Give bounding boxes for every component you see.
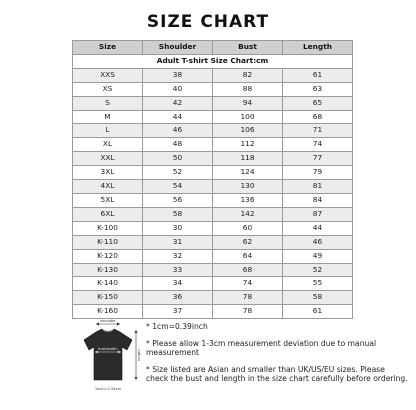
cell-bust: 100 <box>213 110 283 124</box>
cell-shoulder: 44 <box>143 110 213 124</box>
cell-size: 6XL <box>73 207 143 221</box>
cell-bust: 142 <box>213 207 283 221</box>
cell-size: XL <box>73 138 143 152</box>
table-row <box>73 68 353 82</box>
table-row <box>73 221 353 235</box>
cell-bust: 124 <box>213 166 283 180</box>
table-row <box>73 124 353 138</box>
cell-length: 61 <box>283 305 353 319</box>
table-row <box>73 291 353 305</box>
length-measure <box>135 330 142 380</box>
header-shoulder: Shoulder <box>143 41 213 55</box>
tshirt-icon <box>84 329 132 380</box>
cell-length: 68 <box>283 110 353 124</box>
cell-bust: 136 <box>213 193 283 207</box>
cell-size: K-140 <box>73 277 143 291</box>
cell-length: 81 <box>283 180 353 194</box>
cell-size: K-130 <box>73 263 143 277</box>
table-header-row <box>73 41 353 55</box>
cell-size: 3XL <box>73 166 143 180</box>
cell-size: K-150 <box>73 291 143 305</box>
table-caption-row <box>73 54 353 68</box>
cell-shoulder: 38 <box>143 68 213 82</box>
cell-length: 61 <box>283 68 353 82</box>
cell-shoulder: 40 <box>143 82 213 96</box>
cell-shoulder: 34 <box>143 277 213 291</box>
table-row <box>73 263 353 277</box>
cell-bust: 62 <box>213 235 283 249</box>
table-row <box>73 180 353 194</box>
header-length: Length <box>283 41 353 55</box>
cell-shoulder: 54 <box>143 180 213 194</box>
table-row <box>73 305 353 319</box>
table-row <box>73 96 353 110</box>
length-label: length <box>137 349 141 361</box>
cell-bust: 64 <box>213 249 283 263</box>
cell-length: 77 <box>283 152 353 166</box>
table-row <box>73 277 353 291</box>
table-row <box>73 166 353 180</box>
cell-length: 46 <box>283 235 353 249</box>
cell-shoulder: 50 <box>143 152 213 166</box>
cell-shoulder: 58 <box>143 207 213 221</box>
tshirt-measurement-diagram <box>72 318 144 402</box>
header-bust: Bust <box>213 41 283 55</box>
table-row <box>73 235 353 249</box>
cell-bust: 74 <box>213 277 283 291</box>
cell-length: 65 <box>283 96 353 110</box>
cell-shoulder: 52 <box>143 166 213 180</box>
cell-length: 71 <box>283 124 353 138</box>
cell-bust: 112 <box>213 138 283 152</box>
cell-size: K-110 <box>73 235 143 249</box>
cell-length: 84 <box>283 193 353 207</box>
cell-size: L <box>73 124 143 138</box>
cell-shoulder: 36 <box>143 291 213 305</box>
cell-shoulder: 33 <box>143 263 213 277</box>
bust-label: bust(width) <box>98 347 118 351</box>
cell-length: 63 <box>283 82 353 96</box>
cell-size: 4XL <box>73 180 143 194</box>
cell-bust: 78 <box>213 291 283 305</box>
cell-size: S <box>73 96 143 110</box>
table-row <box>73 138 353 152</box>
table-caption: Adult T-shirt Size Chart:cm <box>73 54 353 68</box>
note-conversion: * 1cm=0.39inch <box>146 322 208 331</box>
cell-bust: 82 <box>213 68 283 82</box>
size-chart-table <box>72 40 353 319</box>
page-title: SIZE CHART <box>146 12 270 32</box>
cell-length: 49 <box>283 249 353 263</box>
header-size: Size <box>73 41 143 55</box>
cell-bust: 106 <box>213 124 283 138</box>
cell-length: 44 <box>283 221 353 235</box>
cell-length: 79 <box>283 166 353 180</box>
cell-bust: 78 <box>213 305 283 319</box>
cell-shoulder: 32 <box>143 249 213 263</box>
cell-length: 55 <box>283 277 353 291</box>
cell-length: 87 <box>283 207 353 221</box>
cell-bust: 118 <box>213 152 283 166</box>
cell-length: 58 <box>283 291 353 305</box>
size-notes <box>146 322 408 391</box>
cell-shoulder: 30 <box>143 221 213 235</box>
table-row <box>73 193 353 207</box>
shoulder-measure <box>96 319 120 326</box>
cell-size: M <box>73 110 143 124</box>
cell-shoulder: 56 <box>143 193 213 207</box>
note-deviation: * Please allow 1-3cm measurement deviation due to manual measurement <box>146 338 377 358</box>
cell-length: 74 <box>283 138 353 152</box>
cell-shoulder: 31 <box>143 235 213 249</box>
cell-bust: 130 <box>213 180 283 194</box>
cell-size: XXS <box>73 68 143 82</box>
cell-size: 5XL <box>73 193 143 207</box>
note-asian-sizes: * Size listed are Asian and smaller than UK/US/EU sizes. Please check the bust and length in the size chart carefully before ordering. <box>146 364 408 384</box>
cell-shoulder: 42 <box>143 96 213 110</box>
unit-label: 1inch=2.54cm <box>94 387 122 391</box>
cell-shoulder: 46 <box>143 124 213 138</box>
cell-length: 52 <box>283 263 353 277</box>
cell-bust: 68 <box>213 263 283 277</box>
cell-size: XS <box>73 82 143 96</box>
cell-bust: 60 <box>213 221 283 235</box>
table-row <box>73 249 353 263</box>
table-row <box>73 152 353 166</box>
cell-size: K-160 <box>73 305 143 319</box>
cell-size: XXL <box>73 152 143 166</box>
table-row <box>73 82 353 96</box>
table-row <box>73 110 353 124</box>
table-row <box>73 207 353 221</box>
cell-shoulder: 48 <box>143 138 213 152</box>
cell-bust: 88 <box>213 82 283 96</box>
cell-bust: 94 <box>213 96 283 110</box>
cell-size: K-100 <box>73 221 143 235</box>
shoulder-label: shoulder <box>100 319 116 323</box>
cell-size: K-120 <box>73 249 143 263</box>
cell-shoulder: 37 <box>143 305 213 319</box>
